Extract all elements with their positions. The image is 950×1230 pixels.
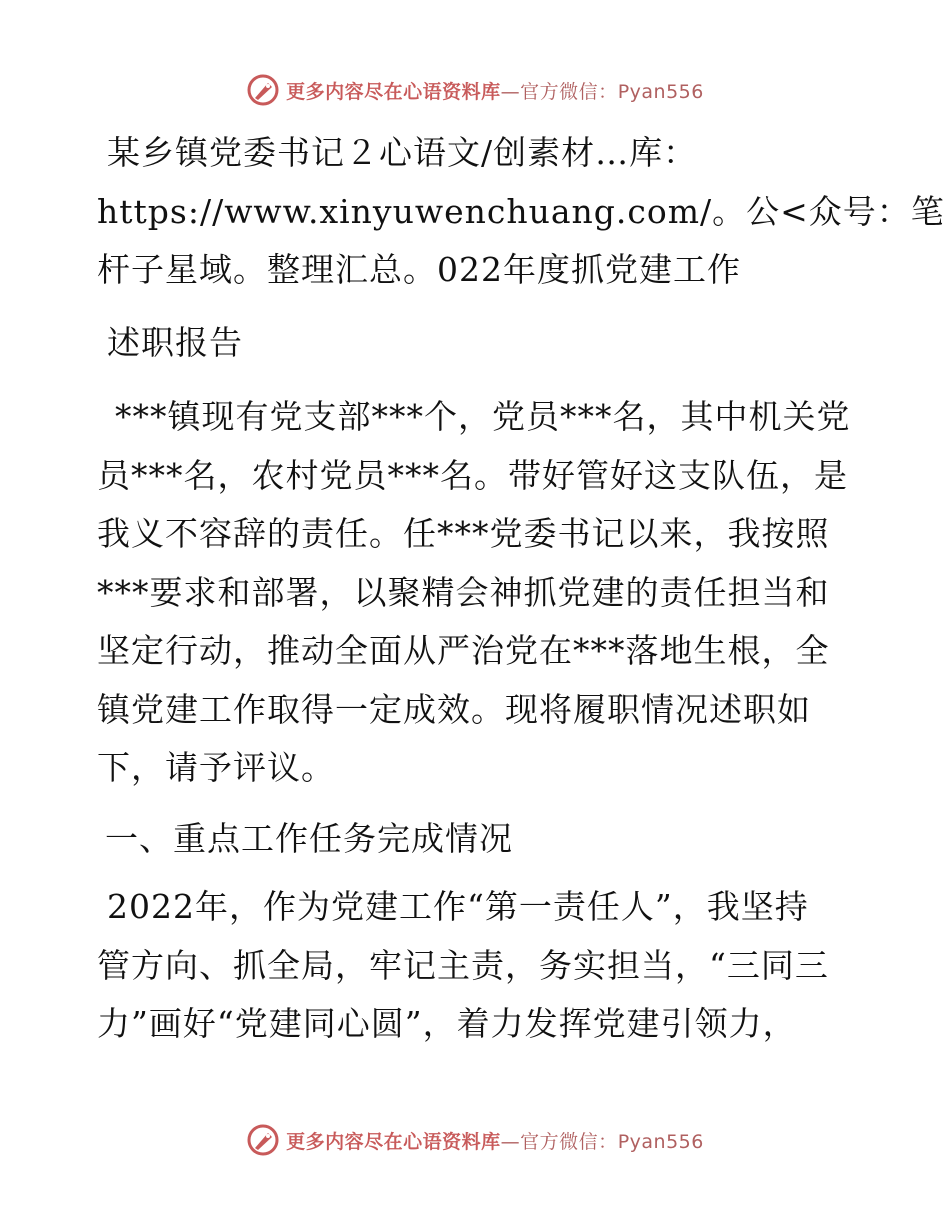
intro-line: 坚定行动，推动全面从严治党在***落地生根，全 (97, 631, 830, 670)
section-paragraph (97, 878, 857, 1054)
section-line: 力”画好“党建同心圆”，着力发挥党建引领力， (97, 1004, 797, 1043)
watermark-dash: — (500, 80, 521, 103)
document-body (97, 124, 945, 1064)
intro-line: ***要求和部署，以聚精会神抓党建的责任担当和 (97, 572, 830, 612)
pen-nib-circle-logo-icon (246, 73, 280, 107)
header-watermark (0, 70, 950, 110)
footer-watermark (0, 1120, 950, 1160)
section-line: 管方向、抓全局，牢记主责，务实担当，“三同三 (97, 945, 829, 985)
intro-line: 员***名，农村党员***名。带好管好这支队伍，是 (97, 455, 848, 495)
intro-line: 镇党建工作取得一定成效。现将履职情况述职如 (97, 689, 811, 729)
watermark-text (286, 77, 704, 104)
watermark-contact-label: 官方微信： (520, 1130, 618, 1153)
title-line: 杆子星域。整理汇总。022年度抓党建工作 (97, 250, 741, 289)
intro-line: 我义不容辞的责任。任***党委书记以来，我按照 (97, 514, 830, 553)
watermark-main-text: 更多内容尽在心语资料库 (286, 80, 501, 103)
document-subtitle: 述职报告 (107, 322, 243, 362)
section-line: 2022年，作为党建工作“第一责任人”，我坚持 (107, 887, 809, 926)
intro-line: 下，请予评议。 (97, 748, 335, 787)
document-title (97, 124, 945, 300)
watermark-contact-id: Pyan556 (617, 80, 704, 103)
section-heading: 一、重点工作任务完成情况 (105, 818, 513, 858)
intro-line: ***镇现有党支部***个，党员***名，其中机关党 (115, 397, 851, 436)
watermark-contact-label: 官方微信： (520, 80, 618, 103)
title-line: 某乡镇党委书记２心语文/创素材…库： (107, 133, 698, 172)
watermark-text (286, 1127, 704, 1154)
intro-paragraph (97, 388, 857, 798)
watermark-contact-id: Pyan556 (617, 1130, 704, 1153)
pen-nib-circle-logo-icon (246, 1123, 280, 1157)
title-line: https://www.xinyuwenchuang.com/。公<众号：笔 (97, 191, 945, 231)
watermark-dash: — (500, 1130, 521, 1153)
watermark-main-text: 更多内容尽在心语资料库 (286, 1130, 501, 1153)
